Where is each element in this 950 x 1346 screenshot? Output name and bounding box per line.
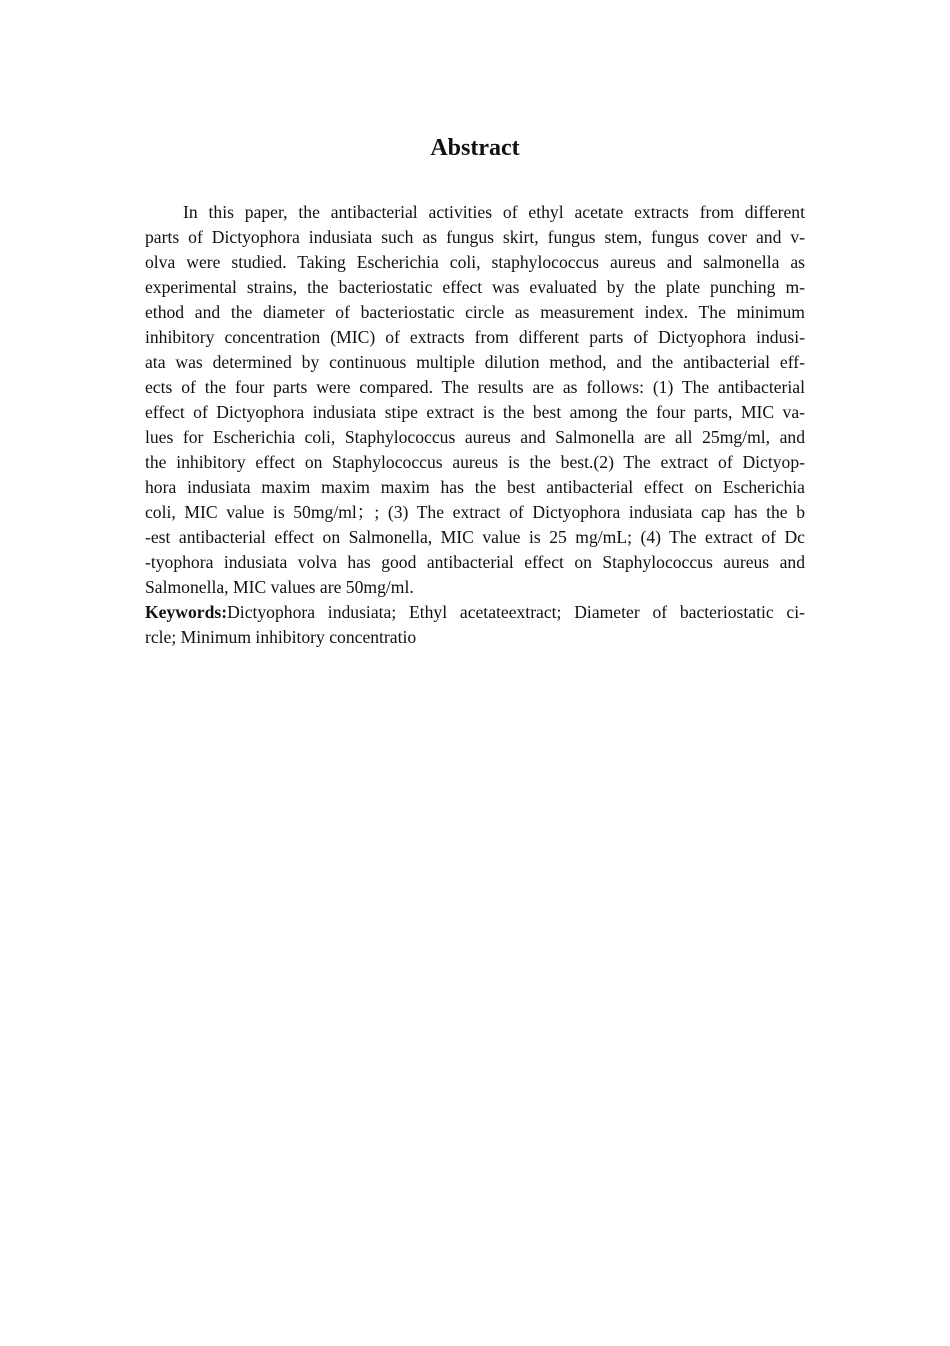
abstract-line: hora indusiata maxim maxim maxim has the best antibacterial effect on Escherichia [145, 477, 805, 497]
abstract-line: -est antibacterial effect on Salmonella, MIC value is 25 mg/mL; (4) The extract of Dc [145, 527, 805, 547]
abstract-line: experimental strains, the bacteriostatic effect was evaluated by the plate punching m- [145, 277, 805, 297]
abstract-line: ethod and the diameter of bacteriostatic circle as measurement index. The minimum [145, 302, 805, 322]
abstract-line: lues for Escherichia coli, Staphylococcus aureus and Salmonella are all 25mg/ml, and [145, 427, 805, 447]
keywords-line: rcle; Minimum inhibitory concentratio [145, 627, 417, 647]
abstract-line: In this paper, the antibacterial activities of ethyl acetate extracts from different [183, 202, 805, 222]
abstract-line: parts of Dictyophora indusiata such as fungus skirt, fungus stem, fungus cover and v- [145, 227, 805, 247]
keywords-line [145, 600, 805, 625]
abstract-line: inhibitory concentration (MIC) of extracts from different parts of Dictyophora indusi- [145, 327, 805, 347]
abstract-body [145, 200, 805, 600]
abstract-line: ata was determined by continuous multiple dilution method, and the antibacterial eff- [145, 352, 805, 372]
abstract-line: the inhibitory effect on Staphylococcus aureus is the best.(2) The extract of Dictyop- [145, 452, 805, 472]
keywords-text: Dictyophora indusiata; Ethyl acetateextract; Diameter of bacteriostatic ci- [227, 602, 805, 622]
abstract-line: coli, MIC value is 50mg/ml；; (3) The extract of Dictyophora indusiata cap has the b [145, 502, 805, 522]
abstract-line: effect of Dictyophora indusiata stipe extract is the best among the four parts, MIC va- [145, 402, 805, 422]
abstract-line: olva were studied. Taking Escherichia coli, staphylococcus aureus and salmonella as [145, 252, 805, 272]
keywords-label: Keywords: [145, 602, 228, 622]
keywords-section [145, 600, 805, 650]
abstract-line: Salmonella, MIC values are 50mg/ml. [145, 577, 414, 597]
abstract-line: -tyophora indusiata volva has good antibacterial effect on Staphylococcus aureus and [145, 552, 805, 572]
abstract-section [145, 130, 805, 650]
abstract-title: Abstract [430, 135, 520, 161]
abstract-line: ects of the four parts were compared. The results are as follows: (1) The antibacterial [145, 377, 805, 397]
